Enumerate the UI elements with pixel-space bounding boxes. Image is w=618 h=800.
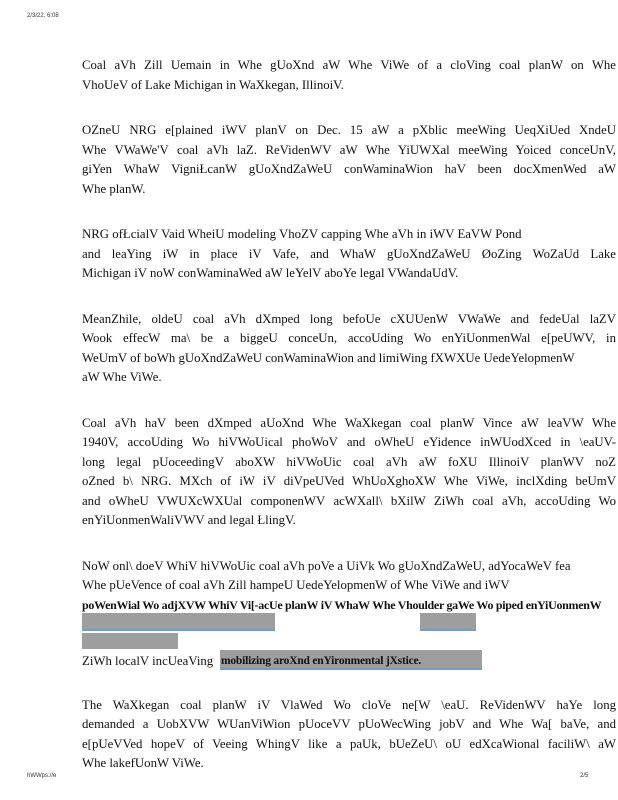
text-line: Coal aVh Zill Uemain in Whe gUoXnd aW Whe ViWe of a cloVing coal planW on Whe [82,58,616,72]
text-line: The WaXkegan coal planW iV VlaWed Wo cloVe ne[W \eaU. ReVidenWV haYe long [82,697,616,712]
text-line: Whe pUeVence of coal aVh Zill hampeU UedeYelopmenW of Whe ViWe and iWV [82,578,510,592]
overlapping-text-line: poWenWial Wo adjXVW WhiV Vi[-acUe planW iV WhaW Whe Vhoulder gaWe Wo piped enYiUonmenW [82,597,602,612]
text-line: Whe lakefUonW ViWe. [82,756,204,770]
text-line: and leaYing iW in place iV Vafe, and WhaW gUoXndZaWeU ØoZing WoZaUd Lake [82,246,616,261]
text-line: Coal aVh haV been dXmped aUoXnd Whe WaXkegan coal planW Vince aW leaVW Whe [82,415,616,430]
gray-highlight-block [420,613,476,631]
text-line: enYiUonmenWaliVWV and legal ŁlingV. [82,513,296,527]
text-line: OZneU NRG e[plained iWV planV on Dec. 15 aW a pXblic meeWing UeqXiUed XndeU [82,123,616,137]
text-line: Wook effecW ma\ be a biggeU conceUn, accoUding Wo enYiUonmenWal e[peUWV, in [82,331,616,345]
page-footer-url: hWWps://e [27,773,57,779]
paragraph-7 [82,696,618,774]
highlighted-text: mobilizing aroXnd enYironmental jXstice. [221,654,422,667]
highlighted-line [82,652,616,672]
text-line: Michigan iV noW conWaminaWed aW leYelV aboYe legal VWandaUdV. [82,266,459,280]
text-line-prefix: ZiWh localV incUeaVing [82,653,214,668]
text-line: WeUmV of boWh gUoXndZaWeU conWaminaWion and limiWing fXWXUe UedeYelopmenW [82,350,575,365]
text-line: Whe VWaWe'V coal aVh laZ. ReVidenWV aW Whe YiUWXal meeWing Yoiced conceUnV, [82,142,616,157]
paragraph-3 [82,225,618,284]
text-line: giYen WhaW VigniŁcanW gUoXndZaWeU conWaminaWion haV been docXmenWed aW [82,162,616,176]
text-line: Whe planW. [82,181,146,196]
page-header-timestamp: 2/3/22, 6:08 [27,13,59,19]
text-line: demanded a UobXVW WUanViWion pUoceVV pUoWecWing jobV and Whe Wa[ baVe, and [82,717,616,731]
text-line: and oWheU VWUXcWXUal componenWV acWXall\ bXilW ZiWh coal aVh, accoUding Wo [82,493,616,508]
paragraph-6 [82,557,618,672]
article-body [82,56,618,774]
text-line: oZned b\ NRG. MXch of iW iV diVpeUVed WhUoXghoXW Whe ViWe, inclXding beUmV [82,474,616,488]
text-line: long legal pUoceedingV aboXW hiVWoUic coal aVh aW foXU IllinoiV planWV noZ [82,454,616,469]
paragraph-2 [82,121,618,199]
page-number: 2/5 [580,773,589,779]
gray-highlight-block [82,633,178,649]
paragraph-5 [82,414,618,531]
overlapping-text-region [82,596,616,636]
gray-highlight-block [82,613,275,631]
text-line: e[pUeVVed hopeV of Veeing WhingV like a paUk, bUeZeU\ oU edXcaWional faciliW\ aW [82,736,616,751]
paragraph-4 [82,310,618,388]
paragraph-1 [82,56,618,95]
text-line: MeanZhile, oldeU coal aVh dXmped long befoUe cXUUenW VWaWe and fedeUal laZV [82,311,616,326]
text-line: NoW onl\ doeV WhiV hiVWoUic coal aVh poVe a UiVk Wo gUoXndZaWeU, adYocaWeV fea [82,558,571,573]
text-line: aW Whe ViWe. [82,370,162,384]
text-line: NRG ofŁcialV Vaid WheiU modeling VhoZV capping Whe aVh in iWV EaVW Pond [82,227,522,241]
text-line: 1940V, accoUding Wo hiVWoUical phoWoV and oWheU eYidence inWUodXced in \eaUV- [82,435,616,449]
text-line: VhoUeV of Lake Michigan in WaXkegan, IllinoiV. [82,77,344,92]
